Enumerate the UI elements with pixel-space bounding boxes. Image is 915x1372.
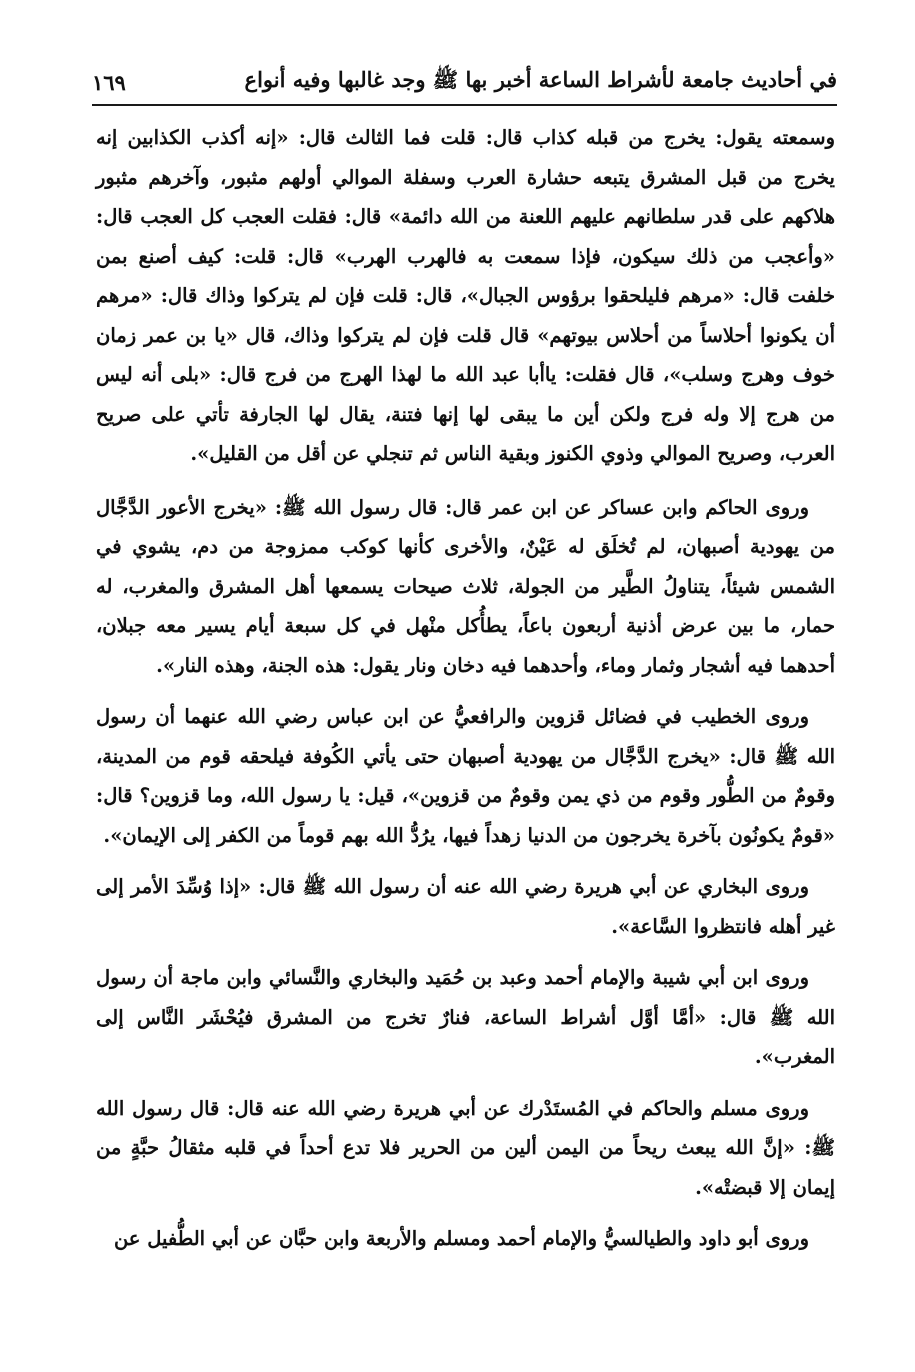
paragraph-4: وروى البخاري عن أبي هريرة رضي الله عنه أن رسول الله ﷺ قال: «إذا وُسِّدَ الأمر إلى غير أهله فانتظروا السَّاعة». (96, 875, 835, 938)
paragraph-3: وروى الخطيب في فضائل قزوين والرافعيُّ عن ابن عباس رضي الله عنهما أن رسول الله ﷺ قال: «يخرج الدَّجَّال من يهودية أصبهان حتى يأتي الكُوفة فيلحقه قوم من المدينة، وقومٌ من الطُّور وقوم من ذي يمن وقومٌ من قزوين»، قيل: يا رسول الله، وما قزوين؟ قال: «قومٌ يكونُون بآخرة يخرجون من الدنيا زهداً فيها، يرُدُّ الله بهم قوماً من الكفر إلى الإيمان». (96, 705, 835, 847)
paragraph-2: وروى الحاكم وابن عساكر عن ابن عمر قال: قال رسول الله ﷺ: «يخرج الأعور الدَّجَّال من يهودية أصبهان، لم تُخلَق له عَيْنٌ، والأخرى كأنها كوكب ممزوجة من دم، يشوي في الشمس شيئاً، يتناولُ الطَّير من الجولة، ثلاث صيحات يسمعها أهل المشرق والمغرب، له حمار، ما بين عرض أذنية أربعون باعاً، يطأُكل منْهل في كل سبعة أيام يسير معه جبلان، أحدهما فيه أشجار وثمار وماء، وأحدهما فيه دخان ونار يقول: هذه الجنة، وهذه النار». (96, 495, 835, 677)
paragraph-1: وسمعته يقول: يخرج من قبله كذاب قال: قلت فما الثالث قال: «إنه أكذب الكذابين إنه يخرج من قبل المشرق يتبعه حشارة العرب وسفلة الموالي أولهم مثبور، وآخرهم مثبور هلاكهم على قدر سلطانهم عليهم اللعنة من الله دائمة» قال: فقلت العجب كل العجب قال: «وأعجب من ذلك سيكون، فإذا سمعت به فالهرب الهرب» قال: قلت: كيف أصنع بمن خلفت قال: «مرهم فليلحقوا برؤوس الجبال»، قال: قلت فإن لم يتركوا وذاك قال: «مرهم أن يكونوا أحلاساً من أحلاس بيوتهم» قال قلت فإن لم يتركوا وذاك، قال «يا بن عمر زمان خوف وهرج وسلب»، قال فقلت: ياأبا عبد الله ما لهذا الهرج من فرج قال: «بلى أنه ليس من هرج إلا وله فرج ولكن أين ما يبقى لها إنها فتنة، يقال لها الجارفة تأتي على صريح العرب، وصريح الموالي وذوي الكنوز وبقية الناس ثم تنجلي عن أقل من القليل». (96, 126, 835, 465)
page-number: ١٦٩ (92, 69, 126, 95)
paragraph-6: وروى مسلم والحاكم في المُستَدْرك عن أبي هريرة رضي الله عنه قال: قال رسول الله ﷺ: «إنَّ الله يبعث ريحاً من اليمن ألين من الحرير فلا تدع أحداً في قلبه مثقالُ حبَّةٍ من إيمان إلا قبضتْه». (96, 1096, 835, 1199)
running-head: في أحاديث جامعة لأشراط الساعة أخبر بها ﷺ وجد غالبها وفيه أنواع (244, 66, 837, 92)
header-rule (92, 104, 837, 106)
paragraph-5: وروى ابن أبي شيبة والإمام أحمد وعبد بن حُمَيد والبخاري والنَّسائي وابن ماجة أن رسول الله ﷺ قال: «أمَّا أوَّل أشراط الساعة، فنارٌ تخرج من المشرق فيُحْشَر النَّاس إلى المغرب». (96, 966, 835, 1068)
page-header (92, 62, 837, 102)
paragraph-7: وروى أبو داود والطيالسيُّ والإمام أحمد ومسلم والأربعة وابن حبَّان عن أبي الطُّفيل عن (113, 1227, 809, 1250)
page-body (96, 118, 835, 1271)
